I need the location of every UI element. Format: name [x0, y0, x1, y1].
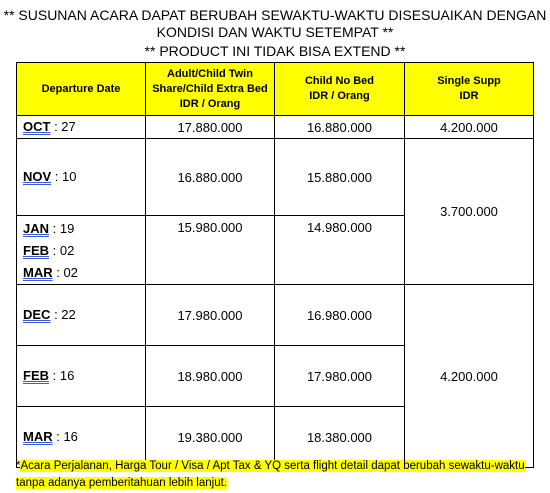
- single-supp-price: 4.200.000: [405, 285, 534, 468]
- single-supp-price: 4.200.000: [405, 116, 534, 139]
- footnote-text: Acara Perjalanan, Harga Tour / Visa / Apt Tax & YQ serta flight detail dapat berubah sewaktu-waktu tanpa adanya pemberitahuan lebih lanjut.: [16, 460, 525, 489]
- adult-price: 15.980.000: [146, 216, 275, 285]
- table-header-row: [17, 63, 534, 116]
- departure-date-cell: [17, 285, 146, 346]
- departure-date-cell: [17, 216, 146, 285]
- table-row: [17, 116, 534, 139]
- departure-date: FEB : 16: [23, 368, 75, 383]
- departure-date: MAR : 02: [23, 265, 78, 280]
- header-child-no-bed: Child No Bed IDR / Orang: [275, 63, 405, 116]
- adult-price: 19.380.000: [146, 407, 275, 468]
- departure-date: MAR : 16: [23, 429, 78, 444]
- child-no-bed-price: 17.980.000: [275, 346, 405, 407]
- notice-schedule-change: ** SUSUNAN ACARA DAPAT BERUBAH SEWAKTU-WAKTU DISESUAIKAN DENGAN KONDISI DAN WAKTU SETEMPAT **: [3, 7, 547, 40]
- child-no-bed-price: 18.380.000: [275, 407, 405, 468]
- header-departure-date: Departure Date: [17, 63, 146, 116]
- header-single-supp: Single Supp IDR: [405, 63, 534, 116]
- header-adult-price: Adult/Child Twin Share/Child Extra Bed IDR / Orang: [146, 63, 275, 116]
- table-row: [17, 285, 534, 346]
- departure-date-cell: [17, 139, 146, 216]
- departure-date: DEC : 22: [23, 307, 76, 322]
- adult-price: 16.880.000: [146, 139, 275, 216]
- departure-date: OCT : 27: [23, 119, 76, 134]
- departure-date-cell: [17, 346, 146, 407]
- footnote: [16, 458, 536, 492]
- child-no-bed-price: 14.980.000: [275, 216, 405, 285]
- departure-date: FEB : 02: [23, 243, 75, 258]
- departure-date: NOV : 10: [23, 169, 77, 184]
- child-no-bed-price: 16.880.000: [275, 116, 405, 139]
- single-supp-price: 3.700.000: [405, 139, 534, 285]
- table-row: [17, 139, 534, 216]
- child-no-bed-price: 16.980.000: [275, 285, 405, 346]
- adult-price: 17.980.000: [146, 285, 275, 346]
- notice-no-extend: ** PRODUCT INI TIDAK BISA EXTEND **: [144, 43, 406, 59]
- departure-date-cell: [17, 116, 146, 139]
- departure-date: JAN : 19: [23, 221, 75, 236]
- adult-price: 18.980.000: [146, 346, 275, 407]
- price-table: [16, 62, 534, 468]
- adult-price: 17.880.000: [146, 116, 275, 139]
- child-no-bed-price: 15.880.000: [275, 139, 405, 216]
- footnote-marker: *: [16, 460, 21, 472]
